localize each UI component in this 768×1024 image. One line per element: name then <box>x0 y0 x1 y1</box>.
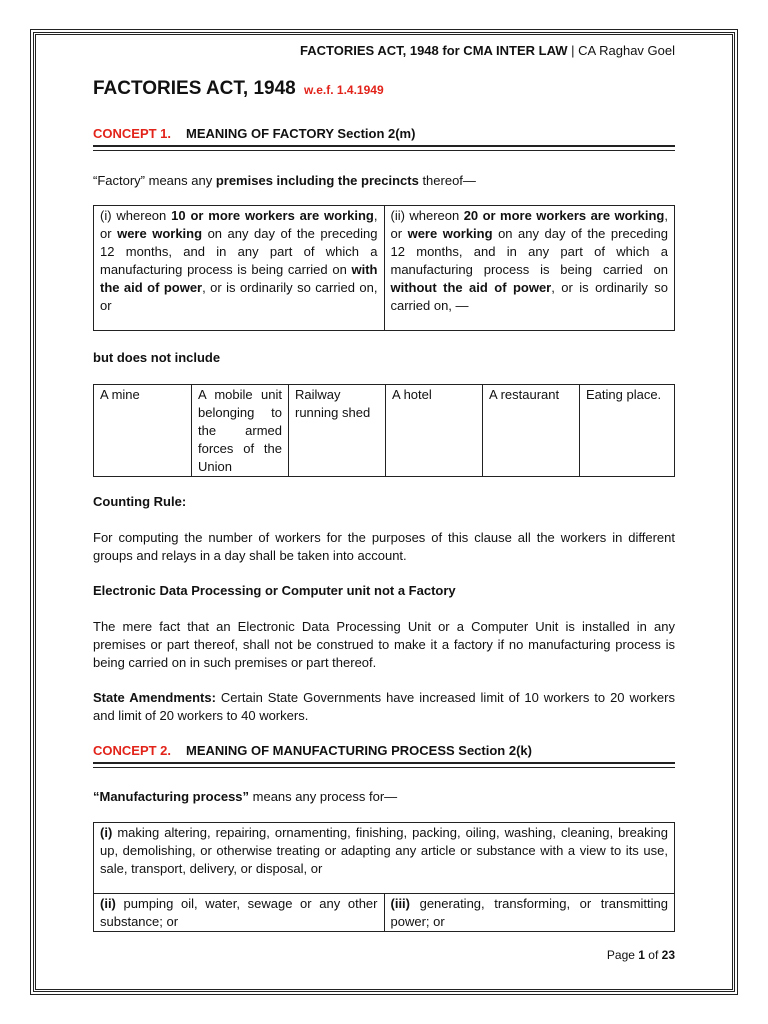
factory-definition-table <box>93 205 675 331</box>
concept-2-title: MEANING OF MANUFACTURING PROCESS Section 2(k) <box>186 743 532 758</box>
exclusion-item: A mobile unit belonging to the armed forces of the Union <box>192 385 289 477</box>
mfg-def-tail: means any process for— <box>249 789 398 804</box>
exclusions-table <box>93 384 675 477</box>
header-separator: | <box>567 43 579 58</box>
mfg-process-item-ii: (ii) pumping oil, water, sewage or any other substance; or <box>94 894 385 932</box>
factory-def-lead: “Factory” means any <box>93 173 216 188</box>
header-title: FACTORIES ACT, 1948 for CMA INTER LAW <box>300 43 568 58</box>
title-main: FACTORIES ACT, 1948 <box>93 78 296 99</box>
mfg-process-item-iii: (iii) generating, transforming, or transmitting power; or <box>384 894 675 932</box>
factory-def-tail: thereof— <box>418 173 476 188</box>
concept-2-heading <box>93 743 532 758</box>
exclusion-item: A mine <box>94 385 192 477</box>
not-include-heading: but does not include <box>93 350 221 365</box>
manufacturing-process-table <box>93 822 675 932</box>
state-amendments-text: Certain State Governments have increased limit of 10 workers to 20 workers and limit of 20 workers to 40 workers. <box>93 690 675 723</box>
document-title <box>93 78 384 100</box>
running-header <box>300 43 675 58</box>
title-effective-date: w.e.f. 1.4.1949 <box>304 83 384 97</box>
manufacturing-definition <box>93 788 675 806</box>
concept-1-heading <box>93 126 415 141</box>
header-author: CA Raghav Goel <box>578 43 675 58</box>
exclusion-item: Eating place. <box>580 385 675 477</box>
factory-def-bold: premises including the precincts <box>215 173 419 188</box>
edp-heading: Electronic Data Processing or Computer unit not a Factory <box>93 583 456 598</box>
concept-2-rule <box>93 762 675 768</box>
definition-cell-with-power: (i) whereon 10 or more workers are working, or were working on any day of the preceding 12 months, and in any part of which a manufacturing process is being carried on with the aid of power, or is ordinarily so carried on, or <box>94 206 385 331</box>
state-amendments <box>93 689 675 725</box>
counting-rule-text: For computing the number of workers for the purposes of this clause all the workers in different groups and relays in a day shall be taken into account. <box>93 530 675 563</box>
state-amendments-label: State Amendments: <box>93 690 216 705</box>
exclusion-item: Railway running shed <box>289 385 386 477</box>
mfg-def-bold: “Manufacturing process” <box>93 789 250 804</box>
concept-1-number: CONCEPT 1. <box>93 126 172 141</box>
concept-1-rule <box>93 145 675 151</box>
page-number: Page 1 of 23 <box>606 948 675 962</box>
mfg-process-item-i: (i) making altering, repairing, ornamenting, finishing, packing, oiling, washing, cleaning, breaking up, demolishing, or otherwise treating or adapting any article or substance with a view to its use, sale, transport, delivery, or disposal, or <box>94 823 675 894</box>
definition-cell-without-power: (ii) whereon 20 or more workers are working, or were working on any day of the preceding 12 months, and in any part of which a manufacturing process is being carried on without the aid of power, or is ordinarily so carried on, — <box>384 206 675 331</box>
edp-text: The mere fact that an Electronic Data Processing Unit or a Computer Unit is installed in any premises or part thereof, shall not be construed to make it a factory if no manufacturing process is being carried on in such premises or part thereof. <box>93 619 675 670</box>
counting-rule-heading: Counting Rule: <box>93 494 187 509</box>
concept-2-number: CONCEPT 2. <box>93 743 172 758</box>
factory-definition <box>93 172 675 190</box>
exclusion-item: A hotel <box>386 385 483 477</box>
exclusion-item: A restaurant <box>483 385 580 477</box>
concept-1-title: MEANING OF FACTORY Section 2(m) <box>186 126 416 141</box>
